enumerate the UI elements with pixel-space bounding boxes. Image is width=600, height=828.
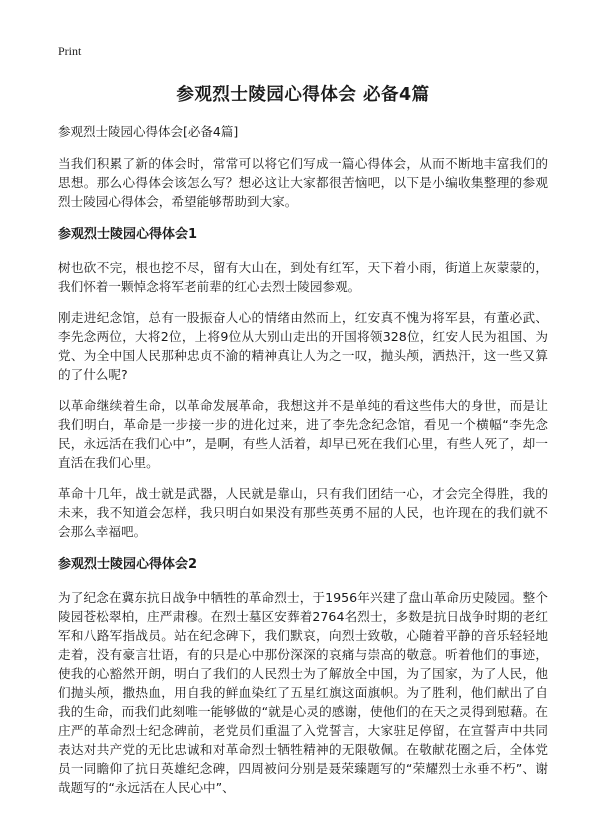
page-title: 参观烈士陵园心得体会 必备4篇: [176, 85, 430, 105]
section-heading-1: 参观烈士陵园心得体会1: [58, 227, 198, 242]
section-2-paragraph-1: 为了纪念在冀东抗日战争中牺牲的革命烈士，于1956年兴建了盘山革命历史陵园。整个陵园苍松翠柏，庄严肃穆。在烈士墓区安葬着2764名烈士，多数是抗日战争时期的老红军和八路军指战员。站在纪念碑下，我们默哀，向烈士致敬，心随着平静的音乐轻轻地走着，没有豪言壮语，有的只是心中那份深深的哀痛与崇高的敬意。听着他们的事迹，使我的心豁然开朗，明白了我们的人民烈士为了解放全中国，为了国家，为了人民，他们抛头颅，撒热血，用自我的鲜血染红了五星红旗这面旗帜。为了胜利，他们献出了自我的生命，而我们此刻唯一能够做的“就是心灵的感谢，使他们的在天之灵得到慰藉。在庄严的革命烈士纪念碑前，老党员们重温了入党誓言，大家驻足停留，在宣誓声中共同表达对共产党的无比忠诚和对革命烈士牺牲精神的无限敬佩。在敬献花圈之后，全体党员一同瞻仰了抗日英雄纪念碑，四周被问分别是聂荣臻题写的“荣耀烈士永垂不朽”、谢哉题写的“永远活在人民心中”、: [58, 590, 548, 795]
intro-paragraph: 当我们积累了新的体会时，常常可以将它们写成一篇心得体会，从而不断地丰富我们的思想。那么心得体会该怎么写？想必这让大家都很苦恼吧，以下是小编收集整理的参观烈士陵园心得体会，希望能够帮助到大家。: [58, 156, 548, 209]
section-1-paragraph-2: 刚走进纪念馆，总有一股振奋人心的情绪由然而上，红安真不愧为将军县，有董必武、李先念两位，大将2位，上将9位从大别山走出的开国将领328位，红安人民为祖国、为党、为全中国人民那种忠贞不渝的精神真让人为之一叹，抛头颅，洒热汗，这一些又算的了什么呢?: [58, 310, 548, 382]
section-1-paragraph-4: 革命十几年，战士就是武器，人民就是靠山，只有我们团结一心，才会完全得胜，我的未来，我不知道会怎样，我只明白如果没有那些英勇不屈的人民，也许现在的我们就不会那么幸福吧。: [58, 486, 548, 539]
section-heading-2: 参观烈士陵园心得体会2: [58, 557, 198, 572]
print-link[interactable]: Print: [58, 44, 82, 58]
section-1-paragraph-3: 以革命继续着生命，以革命发展革命，我想这并不是单纯的看这些伟大的身世，而是让我们明白，革命是一步接一步的进化过来，进了李先念纪念馆，看见一个横幅“李先念民，永远活在我们心中”，是啊，有些人活着，却早已死在我们心里，有些人死了，却一直活在我们心里。: [58, 398, 548, 470]
page-subtitle: 参观烈士陵园心得体会[必备4篇]: [58, 124, 239, 139]
section-1-paragraph-1: 树也砍不完，根也挖不尽，留有大山在，到处有红军，天下着小雨，街道上灰蒙蒙的，我们怀着一颗悼念将军老前辈的红心去烈士陵园参观。: [58, 260, 548, 294]
